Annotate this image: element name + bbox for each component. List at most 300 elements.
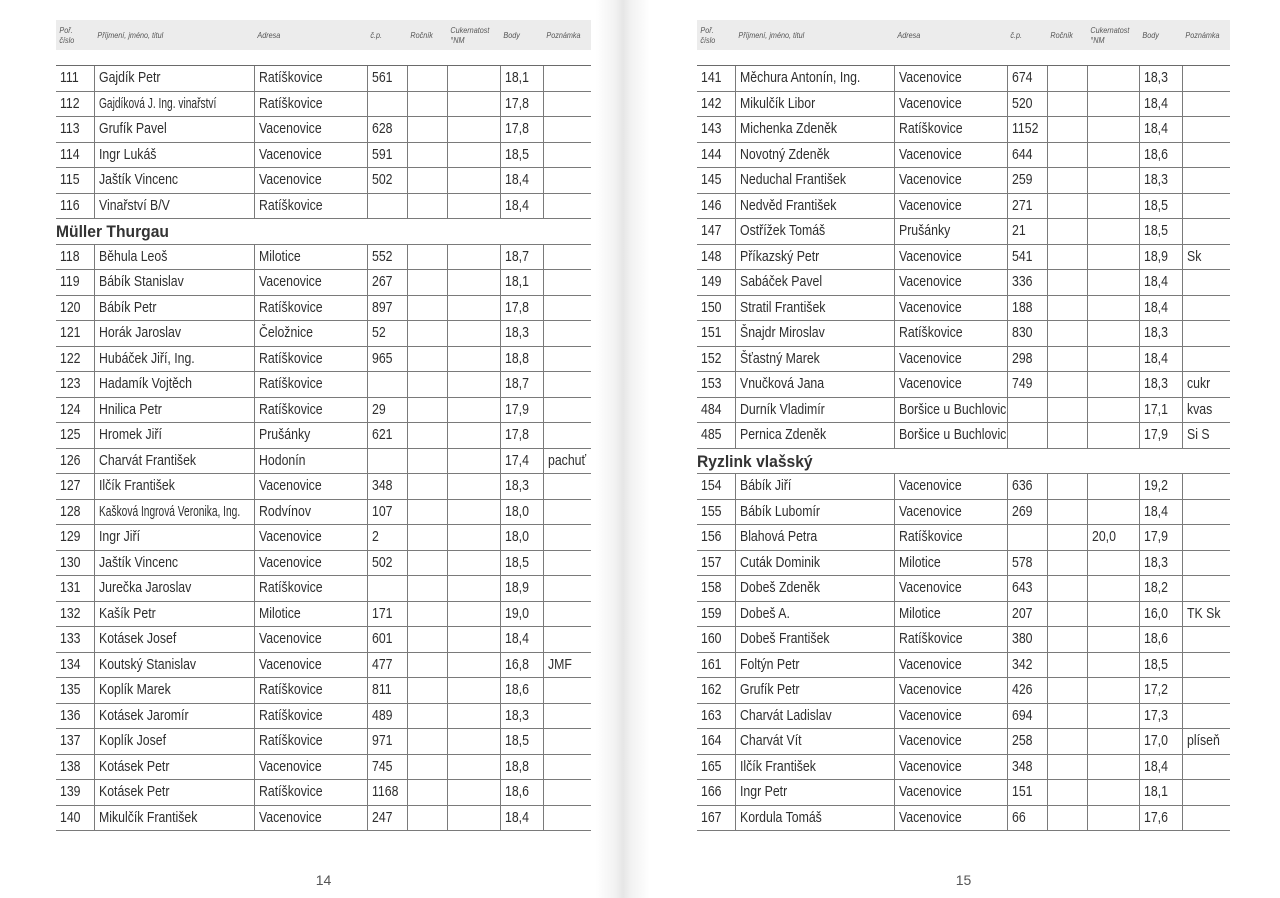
cell-text: 426	[1011, 681, 1033, 698]
book-spine	[596, 0, 650, 898]
cell-name	[735, 678, 894, 703]
cell-text: Dobeš A.	[739, 604, 790, 622]
cell-text: Koutský Stanislav	[99, 655, 197, 673]
cell-text: Rodvínov	[259, 502, 311, 520]
cell-text: Ratíškovice	[899, 528, 963, 545]
cell-number	[56, 423, 94, 448]
cell-house-number	[1007, 525, 1047, 550]
cell-vintage	[1047, 653, 1087, 678]
cell-points	[500, 143, 543, 168]
cell-house-number	[1007, 296, 1047, 321]
cell-text: Ratíškovice	[259, 400, 323, 418]
cell-vintage	[1047, 117, 1087, 142]
cell-number	[697, 296, 735, 321]
cell-text: 298	[1011, 349, 1033, 367]
header-col-note: Poznámka	[546, 30, 581, 40]
table-row	[697, 143, 1230, 169]
table-row	[56, 92, 591, 118]
cell-text: Ratíškovice	[259, 375, 323, 392]
cell-text: Sabáček Pavel	[739, 273, 822, 290]
cell-house-number	[1007, 602, 1047, 627]
cell-vintage	[407, 270, 447, 295]
cell-text: Vacenovice	[899, 375, 962, 392]
cell-points	[1139, 270, 1182, 295]
cell-number	[56, 602, 94, 627]
cell-number	[697, 66, 735, 91]
cell-house-number	[1007, 423, 1047, 448]
cell-text: 484	[701, 400, 722, 418]
cell-note	[543, 245, 591, 270]
cell-text: 188	[1011, 298, 1033, 316]
cell-vintage	[407, 474, 447, 499]
cell-text: plíseň	[1187, 732, 1220, 749]
cell-name	[94, 500, 254, 525]
cell-points	[1139, 347, 1182, 372]
cell-points	[1139, 92, 1182, 117]
cell-text: 138	[60, 757, 81, 775]
cell-points	[500, 602, 543, 627]
cell-note	[543, 525, 591, 550]
cell-text: 18,7	[505, 247, 529, 265]
cell-points	[500, 780, 543, 805]
cell-text: Charvát Ladislav	[739, 706, 832, 724]
cell-address	[254, 347, 367, 372]
table-row	[56, 551, 591, 577]
cell-text: 485	[701, 426, 722, 443]
cell-house-number	[367, 168, 407, 193]
cell-address	[894, 653, 1007, 678]
cell-name	[735, 474, 894, 499]
cell-name	[735, 576, 894, 601]
cell-text: 164	[701, 732, 722, 749]
cell-note	[1182, 627, 1230, 652]
cell-points	[1139, 143, 1182, 168]
cell-text: 167	[701, 808, 722, 826]
cell-text: Vacenovice	[899, 502, 962, 520]
cell-text: 17,8	[505, 426, 529, 443]
cell-text: 149	[701, 273, 722, 290]
cell-text: pachuť	[548, 451, 587, 469]
cell-text: Milotice	[899, 604, 941, 622]
table-row	[697, 423, 1230, 449]
cell-points	[1139, 245, 1182, 270]
cell-name	[94, 474, 254, 499]
cell-sugar	[1087, 423, 1140, 448]
cell-sugar	[1087, 551, 1140, 576]
cell-house-number	[1007, 653, 1047, 678]
cell-points	[1139, 219, 1182, 244]
cell-vintage	[1047, 806, 1087, 831]
cell-text: 489	[372, 706, 393, 724]
cell-vintage	[1047, 627, 1087, 652]
cell-address	[254, 398, 367, 423]
table-row	[56, 474, 591, 500]
cell-sugar	[1087, 627, 1140, 652]
cell-text: 247	[372, 808, 393, 826]
cell-text: 541	[1011, 247, 1033, 265]
table-row	[56, 143, 591, 169]
cell-text: 17,8	[505, 94, 529, 112]
cell-text: Dobeš Zdeněk	[739, 579, 820, 596]
cell-sugar	[1087, 398, 1140, 423]
cell-text: 18,4	[505, 630, 529, 647]
cell-number	[697, 219, 735, 244]
cell-name	[94, 423, 254, 448]
cell-text: Blahová Petra	[739, 528, 818, 545]
cell-sugar	[447, 729, 500, 754]
cell-note	[543, 168, 591, 193]
cell-number	[697, 194, 735, 219]
header-col-points: Body	[503, 30, 520, 40]
cell-name	[94, 398, 254, 423]
cell-text: 18,5	[505, 145, 529, 163]
cell-text: Kašková Ingrová Veronika, Ing.	[99, 502, 241, 520]
cell-note	[543, 117, 591, 142]
cell-house-number	[367, 678, 407, 703]
cell-vintage	[1047, 321, 1087, 346]
cell-address	[894, 627, 1007, 652]
cell-text: Stratil František	[739, 298, 826, 316]
table-row	[697, 372, 1230, 398]
cell-points	[500, 347, 543, 372]
cell-vintage	[1047, 143, 1087, 168]
cell-note	[1182, 66, 1230, 91]
cell-vintage	[407, 321, 447, 346]
cell-text: 123	[60, 375, 81, 392]
cell-text: Charvát Vít	[739, 732, 802, 749]
cell-house-number	[1007, 117, 1047, 142]
cell-address	[254, 449, 367, 474]
cell-address	[894, 678, 1007, 703]
cell-house-number	[367, 755, 407, 780]
cell-note	[543, 347, 591, 372]
cell-house-number	[1007, 780, 1047, 805]
header-col-number: Poř. číslo	[59, 25, 75, 45]
cell-vintage	[1047, 500, 1087, 525]
cell-name	[94, 755, 254, 780]
cell-number	[697, 117, 735, 142]
cell-number	[56, 500, 94, 525]
cell-sugar	[447, 627, 500, 652]
cell-house-number	[1007, 168, 1047, 193]
cell-text: 17,1	[1144, 400, 1169, 418]
cell-house-number	[367, 296, 407, 321]
cell-note	[543, 194, 591, 219]
cell-note	[1182, 321, 1230, 346]
cell-points	[500, 245, 543, 270]
cell-number	[697, 806, 735, 831]
table-row	[56, 602, 591, 628]
cell-address	[894, 168, 1007, 193]
cell-text: 112	[60, 94, 80, 112]
cell-house-number	[367, 704, 407, 729]
cell-number	[697, 576, 735, 601]
cell-text: Hromek Jiří	[99, 426, 162, 443]
cell-vintage	[407, 245, 447, 270]
cell-text: Vacenovice	[899, 783, 962, 800]
cell-points	[500, 755, 543, 780]
cell-text: Ratíškovice	[259, 681, 323, 698]
cell-text: Ratíškovice	[259, 196, 323, 214]
cell-text: 258	[1011, 732, 1033, 749]
cell-number	[56, 525, 94, 550]
cell-text: Ratíškovice	[899, 630, 963, 647]
cell-text: Milotice	[899, 553, 941, 571]
cell-sugar	[1087, 92, 1140, 117]
cell-house-number	[1007, 806, 1047, 831]
cell-text: Vacenovice	[259, 120, 322, 137]
cell-text: Ratíškovice	[259, 69, 323, 86]
cell-name	[94, 678, 254, 703]
cell-text: 162	[701, 681, 722, 698]
cell-vintage	[407, 500, 447, 525]
cell-sugar	[1087, 500, 1140, 525]
cell-text: Vacenovice	[899, 579, 962, 596]
cell-text: Vacenovice	[899, 349, 962, 367]
cell-name	[94, 296, 254, 321]
variety-title: Ryzlink vlašský	[697, 451, 813, 471]
cell-text: Charvát František	[99, 451, 197, 469]
header-col-number: Poř. číslo	[700, 25, 716, 45]
cell-text: 380	[1011, 630, 1033, 647]
cell-text: 18,4	[1144, 757, 1169, 775]
cell-text: Běhula Leoš	[99, 247, 168, 265]
table-row	[697, 245, 1230, 271]
cell-points	[1139, 576, 1182, 601]
cell-sugar	[447, 423, 500, 448]
cell-name	[735, 704, 894, 729]
cell-text: 16,0	[1144, 604, 1169, 622]
cell-text: 133	[60, 630, 81, 647]
cell-vintage	[407, 423, 447, 448]
cell-text: Vacenovice	[899, 298, 962, 316]
cell-address	[254, 602, 367, 627]
cell-name	[94, 66, 254, 91]
cell-address	[894, 704, 1007, 729]
cell-text: 17,0	[1144, 732, 1169, 749]
cell-name	[735, 780, 894, 805]
cell-number	[697, 270, 735, 295]
cell-text: Mikulčík Libor	[739, 94, 816, 112]
table-row	[56, 704, 591, 730]
table-row	[697, 66, 1230, 92]
cell-text: 18,7	[505, 375, 529, 392]
cell-text: 156	[701, 528, 722, 545]
cell-address	[254, 168, 367, 193]
cell-points	[1139, 806, 1182, 831]
cell-text: Prušánky	[259, 426, 311, 443]
cell-sugar	[447, 92, 500, 117]
cell-text: Vacenovice	[899, 655, 962, 673]
cell-vintage	[1047, 194, 1087, 219]
cell-text: Si S	[1187, 426, 1210, 443]
cell-house-number	[1007, 143, 1047, 168]
cell-text: 137	[60, 732, 81, 749]
cell-text: Jaštík Vincenc	[99, 553, 179, 571]
cell-text: Vnučková Jana	[739, 375, 824, 392]
table-row	[697, 474, 1230, 500]
cell-number	[697, 423, 735, 448]
cell-text: 127	[60, 477, 81, 494]
cell-text: 830	[1011, 324, 1033, 341]
cell-text: 18,3	[1144, 171, 1169, 188]
cell-address	[254, 296, 367, 321]
cell-text: Vacenovice	[899, 69, 962, 86]
cell-text: 159	[701, 604, 722, 622]
cell-sugar	[1087, 780, 1140, 805]
cell-address	[254, 474, 367, 499]
cell-sugar	[1087, 296, 1140, 321]
table-row	[697, 321, 1230, 347]
cell-text: Vinařství B/V	[99, 196, 170, 214]
cell-vintage	[407, 143, 447, 168]
cell-text: Pernica Zdeněk	[739, 426, 827, 443]
variety-section-heading	[56, 219, 591, 245]
cell-note	[1182, 653, 1230, 678]
cell-name	[94, 372, 254, 397]
cell-note	[543, 143, 591, 168]
cell-sugar	[447, 602, 500, 627]
cell-vintage	[1047, 729, 1087, 754]
cell-text: 148	[701, 247, 722, 265]
cell-sugar	[1087, 755, 1140, 780]
cell-text: 18,3	[505, 477, 529, 494]
cell-text: 144	[701, 145, 722, 163]
cell-text: Vacenovice	[259, 808, 322, 826]
cell-sugar	[1087, 168, 1140, 193]
cell-number	[697, 602, 735, 627]
cell-sugar	[447, 449, 500, 474]
cell-address	[254, 678, 367, 703]
header-col-points: Body	[1142, 30, 1160, 40]
cell-text: Hadamík Vojtěch	[99, 375, 192, 392]
cell-sugar	[447, 755, 500, 780]
cell-text: 141	[701, 69, 722, 86]
cell-text: 18,3	[1144, 375, 1169, 392]
cell-points	[500, 92, 543, 117]
cell-text: 628	[372, 120, 393, 137]
cell-name	[94, 117, 254, 142]
cell-sugar	[447, 474, 500, 499]
cell-text: Ratíškovice	[899, 324, 963, 341]
cell-text: 336	[1011, 273, 1033, 290]
cell-text: Kotásek Petr	[99, 757, 170, 775]
cell-text: 267	[372, 273, 393, 290]
cell-text: 477	[372, 655, 393, 673]
cell-text: Mikulčík František	[99, 808, 198, 826]
cell-address	[894, 347, 1007, 372]
cell-note	[1182, 423, 1230, 448]
cell-text: 21	[1011, 222, 1026, 239]
cell-sugar	[1087, 806, 1140, 831]
cell-text: Ratíškovice	[259, 298, 323, 316]
cell-note	[543, 66, 591, 91]
cell-text: 136	[60, 706, 81, 724]
cell-vintage	[407, 296, 447, 321]
cell-text: Vacenovice	[899, 808, 962, 826]
table-row	[697, 704, 1230, 730]
cell-address	[254, 627, 367, 652]
cell-sugar	[1087, 653, 1140, 678]
cell-vintage	[407, 704, 447, 729]
cell-note	[1182, 755, 1230, 780]
cell-note	[1182, 347, 1230, 372]
cell-text: 145	[701, 171, 722, 188]
cell-vintage	[407, 92, 447, 117]
cell-points	[1139, 704, 1182, 729]
cell-text: 18,4	[1144, 502, 1169, 520]
cell-vintage	[1047, 92, 1087, 117]
cell-sugar	[447, 245, 500, 270]
cell-vintage	[1047, 525, 1087, 550]
cell-text: Vacenovice	[899, 196, 962, 214]
cell-text: 18,6	[505, 783, 529, 800]
cell-text: 161	[701, 655, 722, 673]
cell-points	[1139, 474, 1182, 499]
cell-address	[894, 270, 1007, 295]
cell-note	[543, 576, 591, 601]
cell-house-number	[1007, 500, 1047, 525]
cell-vintage	[407, 372, 447, 397]
cell-text: 18,2	[1144, 579, 1169, 596]
cell-text: 124	[60, 400, 81, 418]
cell-number	[56, 551, 94, 576]
table-row	[56, 321, 591, 347]
cell-points	[1139, 653, 1182, 678]
cell-name	[735, 66, 894, 91]
cell-sugar	[447, 704, 500, 729]
cell-name	[94, 525, 254, 550]
cell-name	[735, 755, 894, 780]
cell-house-number	[1007, 321, 1047, 346]
cell-text: 18,1	[505, 273, 529, 290]
cell-number	[56, 653, 94, 678]
cell-vintage	[1047, 66, 1087, 91]
cell-text: 578	[1011, 553, 1033, 571]
cell-points	[500, 729, 543, 754]
cell-text: Hodonín	[259, 451, 306, 469]
cell-vintage	[407, 168, 447, 193]
cell-sugar	[1087, 117, 1140, 142]
cell-note	[1182, 219, 1230, 244]
cell-name	[735, 806, 894, 831]
cell-text: Horák Jaroslav	[99, 324, 182, 341]
cell-points	[1139, 678, 1182, 703]
table-row	[56, 423, 591, 449]
cell-note	[1182, 576, 1230, 601]
cell-text: 269	[1011, 502, 1033, 520]
cell-note	[1182, 398, 1230, 423]
cell-house-number	[1007, 194, 1047, 219]
cell-note	[1182, 678, 1230, 703]
cell-house-number	[1007, 347, 1047, 372]
cell-name	[735, 143, 894, 168]
cell-name	[94, 576, 254, 601]
cell-text: 502	[372, 171, 393, 188]
cell-text: 134	[60, 655, 81, 673]
cell-text: 18,4	[505, 808, 529, 826]
cell-text: Kotásek Josef	[99, 630, 177, 647]
table-row	[697, 525, 1230, 551]
cell-name	[735, 245, 894, 270]
cell-vintage	[1047, 398, 1087, 423]
cell-number	[56, 729, 94, 754]
cell-text: 561	[372, 69, 393, 86]
cell-text: 520	[1011, 94, 1033, 112]
cell-text: 18,4	[1144, 273, 1169, 290]
cell-address	[254, 423, 367, 448]
cell-sugar	[1087, 194, 1140, 219]
